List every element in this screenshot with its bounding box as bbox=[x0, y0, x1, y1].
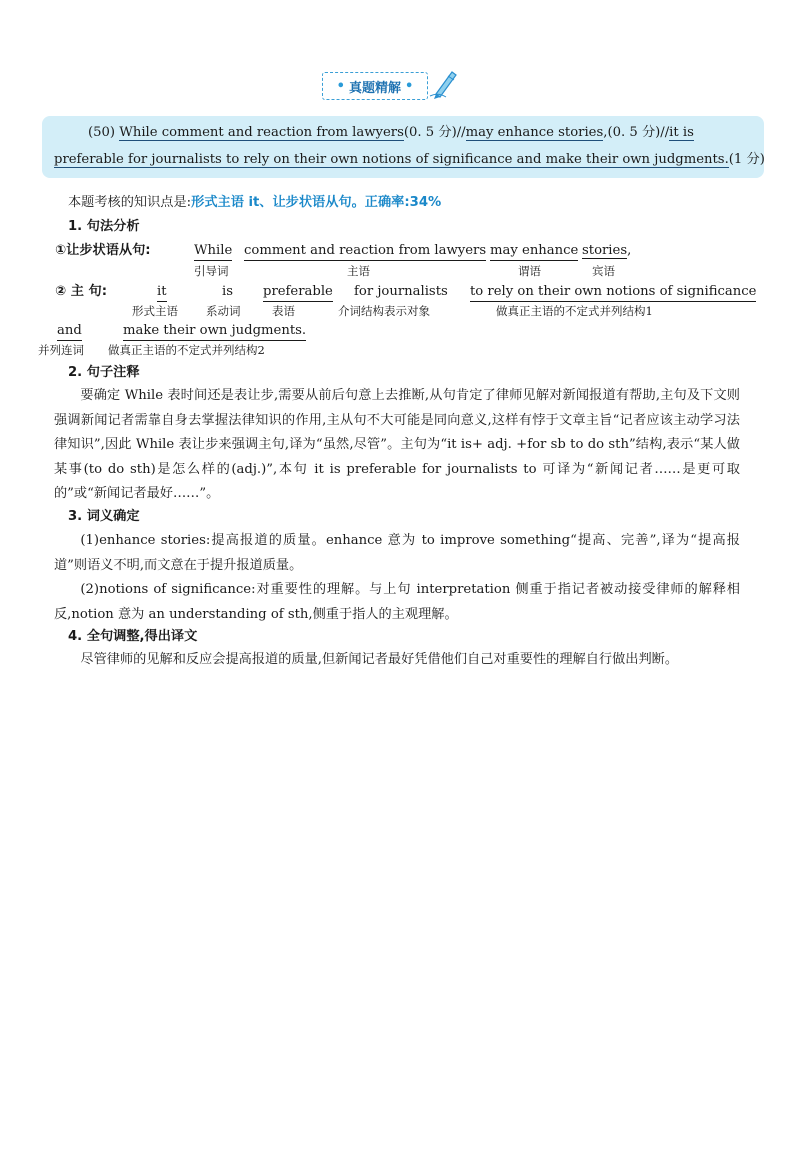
tag-make: 做真正主语的不定式并列结构2 bbox=[108, 343, 265, 357]
bullet-dot: • bbox=[336, 78, 345, 94]
tag-and: 并列连词 bbox=[38, 343, 84, 357]
heading-syntax: 1. 句法分析 bbox=[68, 219, 140, 234]
answer-line-1: (50) While comment and reaction from lawyers(0. 5 分)//may enhance stories,(0. 5 分)//it is bbox=[88, 125, 694, 140]
word-is: is bbox=[222, 284, 233, 299]
word-it: it bbox=[157, 283, 167, 302]
answer-segment-2: may enhance stories bbox=[465, 125, 604, 140]
section-title: 真题精解 bbox=[348, 80, 401, 96]
main-clause-label: ② 主 句: bbox=[55, 284, 107, 299]
notes-paragraph: 要确定 While 表时间还是表让步,需要从前后句意上去推断,从句肯定了律师见解对新闻报道有帮助,主句及下文则强调新闻记者需靠自身去掌握法律知识的作用,主从句不大可能是同向意义,这样有悖于文章主旨“记者应该主动学习法律知识”,因此 While 表让步来强调主句,译为“虽然,尽管”。主句为“it is+ adj. +for sb to do sth”结构,表示“某人做某事(to do sth)是怎么样的(adj.)”,本句 it is preferable for journalists to 可译为“新闻记者……是更可取的”或“新闻记者最好……”。 bbox=[54, 388, 740, 501]
heading-notes: 2. 句子注释 bbox=[68, 365, 140, 380]
word-and: and bbox=[57, 322, 82, 341]
tag-rely: 做真正主语的不定式并列结构1 bbox=[496, 304, 653, 318]
word-meaning-para-1: (1)enhance stories:提高报道的质量。enhance 意为 to improve something“提高、完善”,译为“提高报道”则语义不明,而文意在于提升报道质量。 bbox=[54, 533, 740, 573]
translation-paragraph: 尽管律师的见解和反应会提高报道的质量,但新闻记者最好凭借他们自己对重要性的理解自行做出判断。 bbox=[80, 652, 679, 667]
word-subject: comment and reaction from lawyers bbox=[244, 242, 486, 261]
word-object: stories, bbox=[582, 243, 632, 258]
clause-label: ①让步状语从句: bbox=[55, 243, 151, 258]
answer-segment-3-cont: preferable for journalists to rely on their own notions of significance and make their own judgments. bbox=[54, 152, 729, 167]
word-for-journalists: for journalists bbox=[354, 284, 448, 299]
tag-preferable: 表语 bbox=[272, 304, 295, 318]
word-meaning-para-2: (2)notions of significance:对重要性的理解。与上句 interpretation 侧重于指记者被动接受律师的解释相反,notion 意为 an understanding of sth,侧重于指人的主观理解。 bbox=[54, 582, 740, 622]
tag-it: 形式主语 bbox=[132, 304, 178, 318]
tag-is: 系动词 bbox=[206, 304, 241, 318]
intro-line: 本题考核的知识点是:形式主语 it、让步状语从句。正确率:34% bbox=[68, 195, 442, 210]
word-preferable: preferable bbox=[263, 283, 333, 302]
section-title-badge bbox=[322, 72, 428, 100]
answer-line-2: preferable for journalists to rely on their own notions of significance and make their own judgments.(1 分) bbox=[54, 152, 765, 167]
heading-translation: 4. 全句调整,得出译文 bbox=[68, 629, 198, 644]
word-predicate: may enhance bbox=[490, 242, 578, 261]
tag-while: 引导词 bbox=[194, 264, 229, 278]
answer-segment-3: it is bbox=[669, 125, 694, 140]
answer-segment-1: While comment and reaction from lawyers bbox=[119, 125, 404, 140]
knowledge-points: 形式主语 it、让步状语从句。正确率:34% bbox=[191, 195, 442, 210]
tag-object: 宾语 bbox=[592, 264, 615, 278]
answer-box bbox=[42, 116, 764, 178]
bullet-dot: • bbox=[405, 78, 414, 94]
word-rely: to rely on their own notions of significance bbox=[470, 283, 756, 302]
tag-subject: 主语 bbox=[347, 264, 370, 278]
word-while: While bbox=[194, 242, 232, 261]
heading-word-meaning: 3. 词义确定 bbox=[68, 509, 140, 524]
word-make: make their own judgments. bbox=[123, 322, 306, 341]
pen-icon bbox=[428, 66, 460, 100]
tag-for-journalists: 介词结构表示对象 bbox=[338, 304, 430, 318]
tag-predicate: 谓语 bbox=[518, 264, 541, 278]
